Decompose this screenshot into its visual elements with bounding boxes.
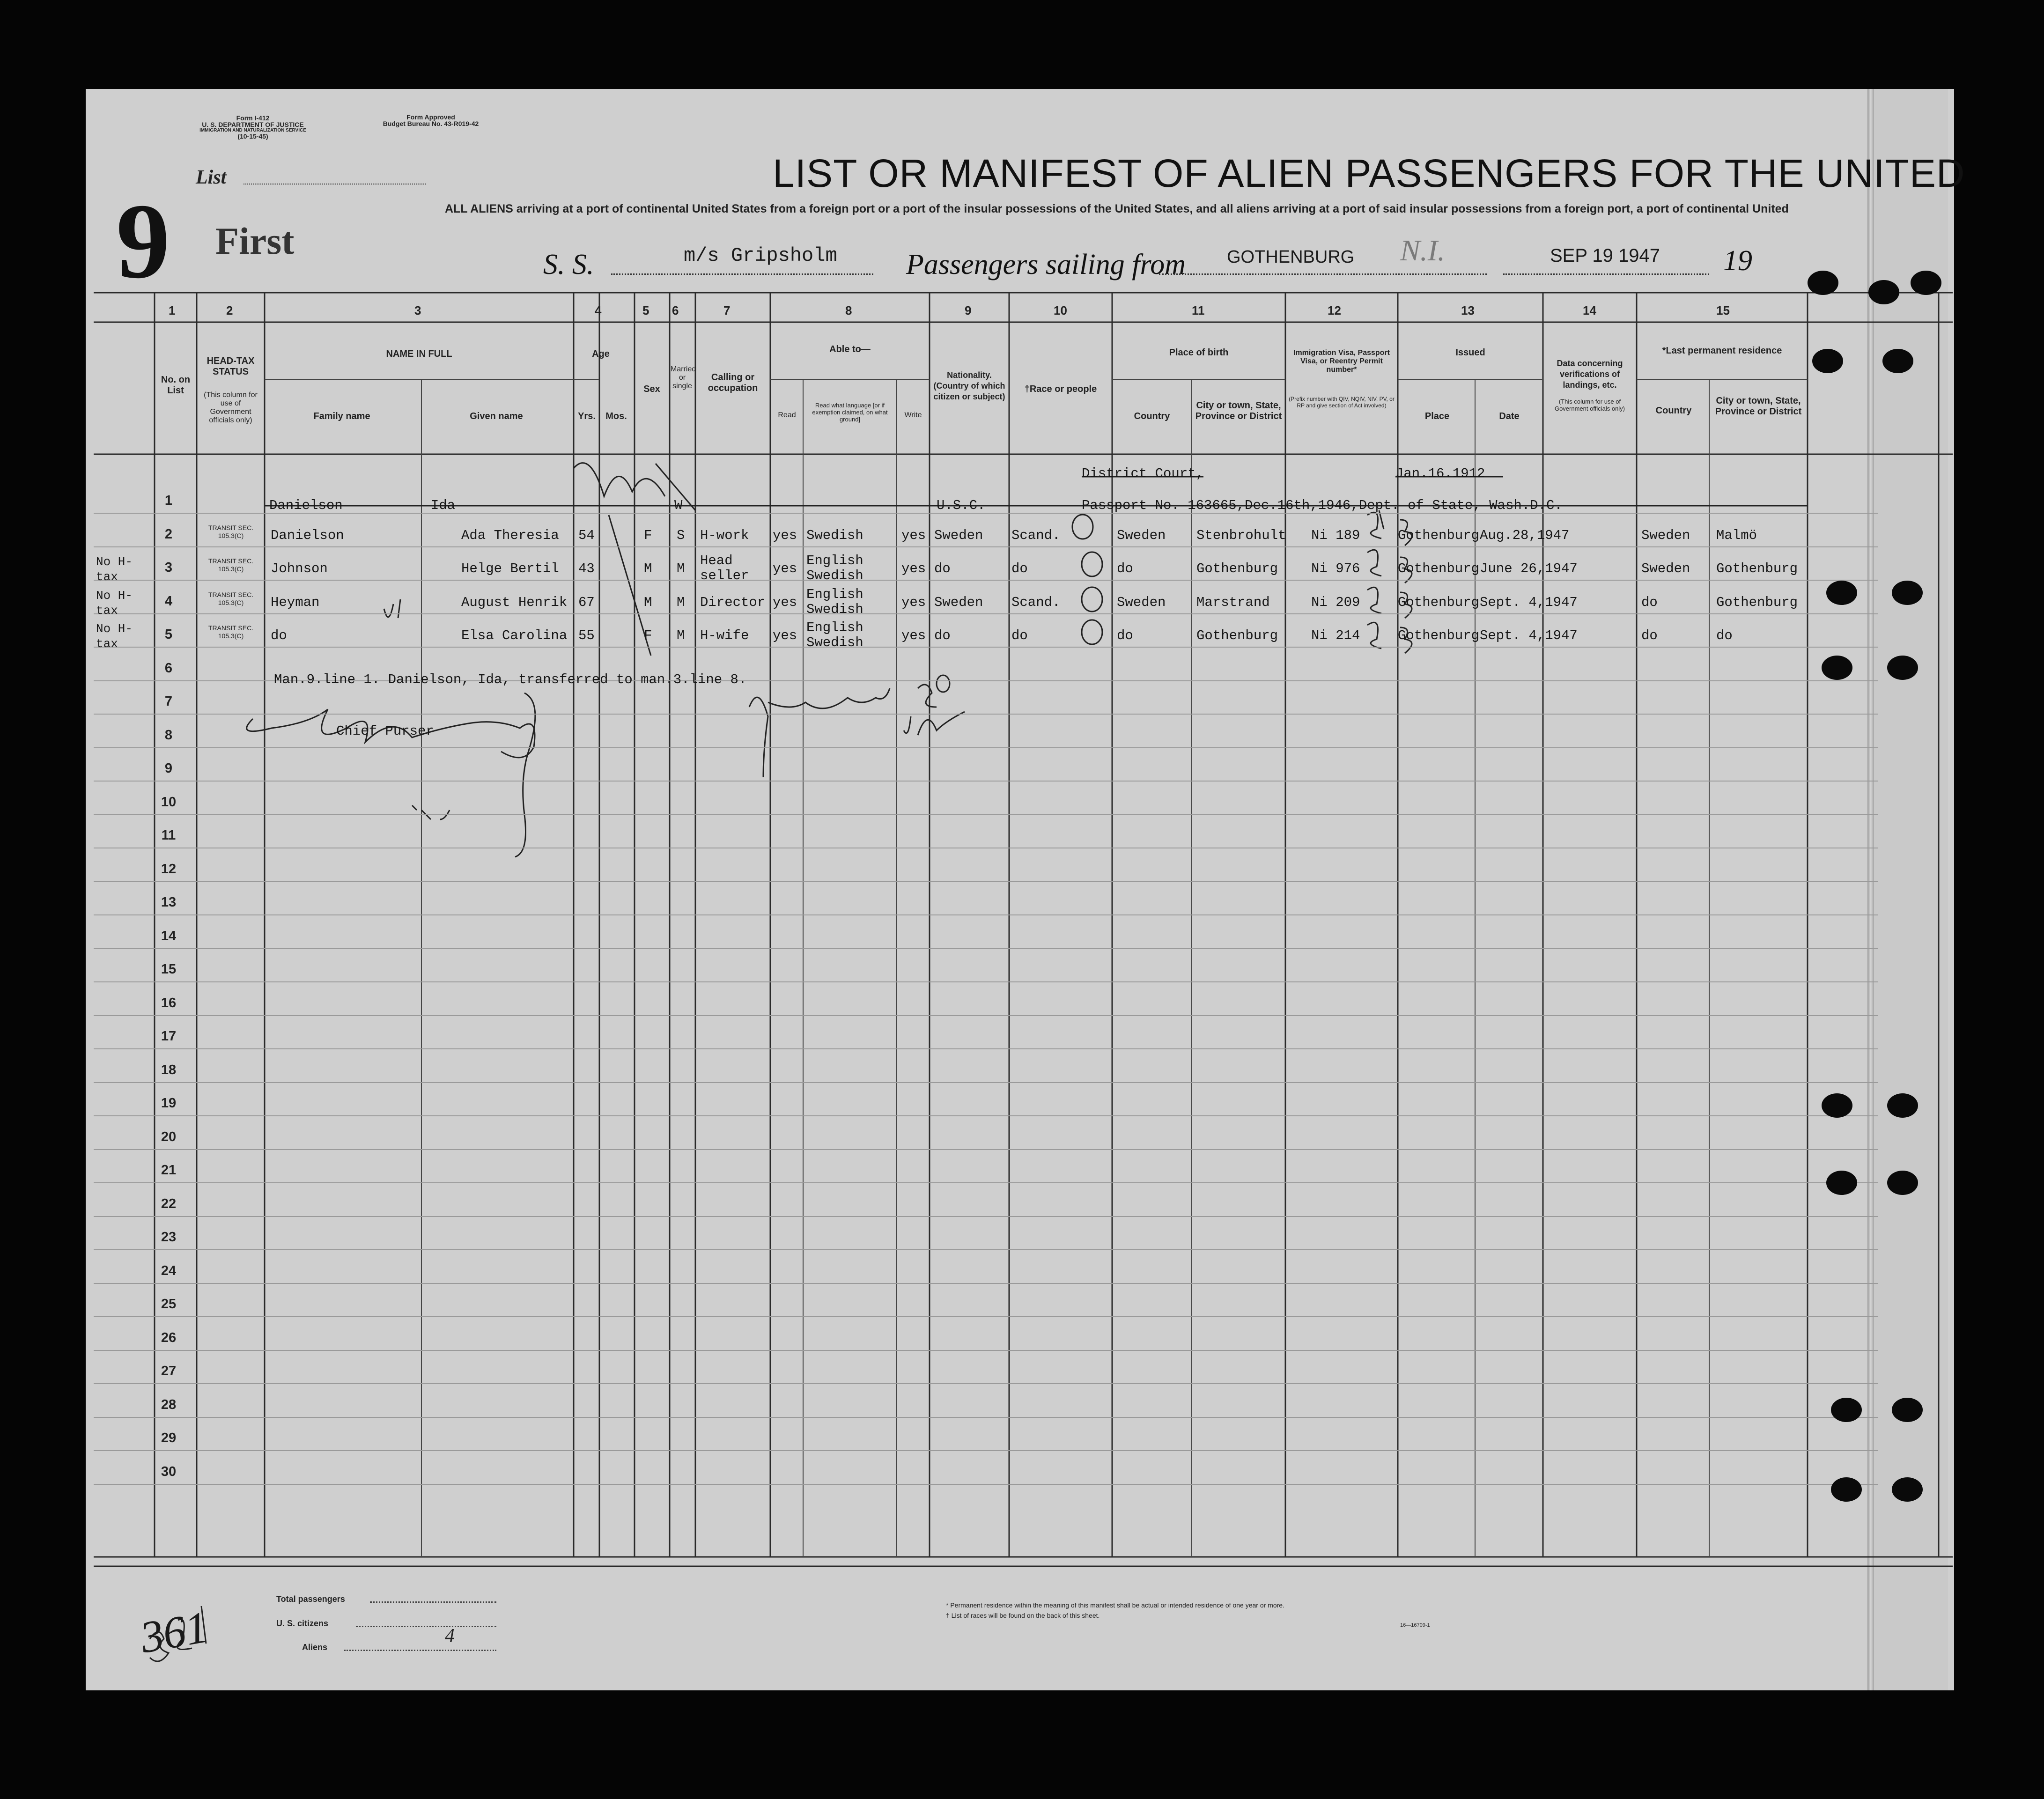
row-number: 2 [164, 526, 173, 542]
passenger-language: Swedish [806, 527, 863, 543]
row-number: 13 [161, 895, 177, 910]
passenger-res-city: Gothenburg [1716, 561, 1798, 576]
row-line [94, 513, 1878, 514]
struck-marital: W [674, 498, 683, 513]
passenger-sex: F [644, 628, 652, 643]
col-header-marital: Married or single [671, 365, 696, 390]
passenger-res-country: Sweden [1641, 561, 1690, 576]
passenger-marital: M [677, 628, 685, 643]
passenger-birth-country: Sweden [1117, 527, 1166, 543]
passenger-given: Helge Bertil [461, 561, 559, 576]
passenger-visa: Ni 214 [1311, 628, 1360, 643]
col-num-8: 8 [845, 303, 852, 317]
row-number: 12 [161, 861, 177, 877]
passenger-family: Johnson [271, 561, 328, 576]
row-line [94, 1115, 1878, 1116]
transit-stamp: TRANSIT SEC. 105.3(C) [208, 557, 254, 573]
row-number: 6 [164, 660, 173, 676]
passenger-issued-place: Gothenburg [1398, 527, 1480, 543]
row-number: 3 [164, 560, 173, 575]
passenger-birth-city: Gothenburg [1196, 561, 1278, 576]
passenger-occupation: Director [700, 594, 766, 610]
row-number: 28 [161, 1397, 177, 1412]
passenger-visa: Ni 976 [1311, 561, 1360, 576]
passenger-nationality: do [934, 628, 951, 643]
row-line [94, 580, 1878, 581]
date-stamp: SEP 19 1947 [1550, 245, 1660, 266]
row-line [94, 1015, 1878, 1016]
passenger-given: Ada Theresia [461, 527, 559, 543]
passenger-given: Elsa Carolina [461, 628, 568, 643]
passenger-marital: M [677, 594, 685, 610]
col-header-visa-note: (Prefix number with QIV, NQIV, NIV, PV, or RP and give section of Act involved) [1289, 396, 1395, 409]
row-line [94, 647, 1878, 648]
transit-stamp: TRANSIT SEC. 105.3(C) [208, 624, 254, 640]
row-number: 21 [161, 1163, 177, 1178]
row-line [94, 1283, 1878, 1284]
form-date-code: (10-15-45) [237, 133, 268, 140]
row-number: 24 [161, 1263, 177, 1278]
passenger-race: Scand. [1011, 527, 1061, 543]
budget-number: Budget Bureau No. 43-R019-42 [383, 120, 479, 127]
col-header-no: No. on List [161, 375, 191, 396]
col-num-15: 15 [1716, 303, 1730, 317]
row-line [94, 1417, 1878, 1418]
passenger-race: Scand. [1011, 594, 1061, 610]
passenger-res-country: Sweden [1641, 527, 1690, 543]
manifest-subtitle: ALL ALIENS arriving at a port of continental United States from a foreign port or a port of the insular possessions of the United States, and all aliens arriving at a port of said insular possessions from a foreign port, a port of continental United [445, 202, 1789, 215]
margin-number: 361 [136, 1601, 212, 1663]
head-tax-note: No H-tax [96, 588, 133, 618]
punch-hole [1892, 581, 1923, 605]
us-citizens-label: U. S. citizens [276, 1619, 329, 1628]
punch-hole [1892, 1398, 1923, 1422]
passenger-write: yes [901, 527, 926, 543]
struck-passport: Passport No. 163665,Dec.16th,1946,Dept. of State, Wash.D.C. [1082, 498, 1563, 513]
row-line [94, 1082, 1878, 1083]
row-number: 30 [161, 1464, 177, 1479]
passenger-age: 43 [578, 561, 595, 576]
us-citizens-field [356, 1626, 496, 1627]
row-line [94, 1182, 1878, 1183]
punch-hole [1822, 1093, 1852, 1118]
col-header-age-yrs: Yrs. [578, 411, 596, 421]
passenger-res-country: do [1641, 628, 1658, 643]
passenger-marital: M [677, 561, 685, 576]
row-line [94, 1249, 1878, 1250]
ship-name: m/s Gripsholm [684, 244, 837, 267]
row-number: 27 [161, 1364, 177, 1379]
passenger-birth-city: Gothenburg [1196, 628, 1278, 643]
col-header-sex: Sex [643, 384, 660, 394]
punch-hole [1822, 656, 1852, 680]
passenger-write: yes [901, 628, 926, 643]
us-citizens-value: 4 [445, 1625, 455, 1647]
col-header-age-mos: Mos. [605, 411, 627, 421]
row-line [94, 1450, 1878, 1451]
passenger-read: yes [773, 628, 797, 643]
col-num-14: 14 [1583, 303, 1596, 317]
col-header-issued-place: Place [1424, 411, 1450, 421]
row-number: 18 [161, 1062, 177, 1077]
col-num-3: 3 [414, 303, 421, 317]
row-number: 19 [161, 1096, 177, 1111]
col-num-4: 4 [595, 303, 602, 317]
row-line [94, 814, 1878, 815]
passenger-family: do [271, 628, 287, 643]
passenger-res-city: do [1716, 628, 1733, 643]
passenger-sex: F [644, 527, 652, 543]
passenger-sex: M [644, 594, 652, 610]
col-num-2: 2 [226, 303, 233, 317]
col-num-12: 12 [1328, 303, 1341, 317]
aliens-field [344, 1650, 496, 1651]
passenger-issued-date: Sept. 4,1947 [1480, 628, 1578, 643]
col-header-occupation: Calling or occupation [708, 372, 758, 393]
passenger-birth-city: Marstrand [1196, 594, 1270, 610]
col-header-family-name: Family name [313, 411, 370, 421]
passenger-sex: M [644, 561, 652, 576]
transfer-note: Man.9.line 1. Danielson, Ida, transferred to man.3.line 8. [274, 672, 747, 687]
col-header-race: †Race or people [1024, 384, 1097, 394]
row-number: 5 [164, 627, 173, 642]
row-number: 22 [161, 1196, 177, 1211]
footnote-races: † List of races will be found on the back of this sheet. [946, 1612, 1100, 1619]
ss-label: S. S. [543, 249, 594, 280]
row-number: 15 [161, 962, 177, 977]
passenger-res-city: Gothenburg [1716, 594, 1798, 610]
col-header-head-tax: HEAD-TAX STATUS [207, 356, 255, 377]
row-number: 29 [161, 1430, 177, 1445]
department-name: U. S. DEPARTMENT OF JUSTICE [202, 121, 304, 128]
struck-family: Danielson [269, 498, 343, 513]
passenger-read: yes [773, 561, 797, 576]
passenger-issued-place: Gothenburg [1398, 628, 1480, 643]
row-number: 14 [161, 928, 177, 944]
passenger-age: 54 [578, 527, 595, 543]
col-header-given-name: Given name [470, 411, 523, 421]
passenger-family: Heyman [271, 594, 320, 610]
row-number: 1 [164, 493, 173, 508]
col-header-place-birth: Place of birth [1169, 347, 1229, 358]
passenger-res-city: Malmö [1716, 527, 1757, 543]
row-line [94, 1316, 1878, 1317]
passenger-language: English Swedish [806, 620, 863, 650]
passenger-read: yes [773, 527, 797, 543]
row-line [94, 781, 1878, 782]
punch-hole [1826, 581, 1857, 605]
passenger-visa: Ni 189 [1311, 527, 1360, 543]
sailing-label: Passengers sailing from [906, 249, 1186, 280]
col-header-nationality: Nationality. (Country of which citizen or subject) [933, 370, 1005, 401]
row-number: 7 [164, 694, 173, 709]
row-number: 4 [164, 593, 173, 609]
passenger-res-country: do [1641, 594, 1658, 610]
passenger-issued-place: Gothenburg [1398, 594, 1480, 610]
punch-hole [1868, 280, 1899, 304]
total-passengers-label: Total passengers [276, 1594, 345, 1604]
passenger-occupation: H-wife [700, 628, 749, 643]
col-header-visa: Immigration Visa, Passport Visa, or Reentry Permit number* [1293, 349, 1390, 374]
passenger-write: yes [901, 594, 926, 610]
row-line [94, 714, 1878, 715]
row-number: 25 [161, 1297, 177, 1312]
row-number: 26 [161, 1330, 177, 1345]
col-header-birth-country: Country [1134, 411, 1170, 421]
passenger-issued-date: Aug.28,1947 [1480, 527, 1570, 543]
row-line [94, 613, 1878, 614]
punch-hole [1892, 1477, 1923, 1502]
punch-hole [1812, 349, 1843, 373]
punch-hole [1831, 1398, 1862, 1422]
passenger-read: yes [773, 594, 797, 610]
col-num-11: 11 [1192, 303, 1205, 317]
head-tax-note: No H-tax [96, 622, 133, 651]
row-number: 9 [164, 761, 173, 776]
col-num-13: 13 [1461, 303, 1475, 317]
col-header-name: NAME IN FULL [386, 349, 452, 359]
passenger-issued-date: Sept. 4,1947 [1480, 594, 1578, 610]
passenger-visa: Ni 209 [1311, 594, 1360, 610]
row-line [94, 981, 1878, 982]
passenger-issued-place: Gothenburg [1398, 561, 1480, 576]
port-annotation: N.I. [1400, 234, 1445, 267]
transit-stamp: TRANSIT SEC. 105.3(C) [208, 523, 254, 539]
passenger-occupation: H-work [700, 527, 749, 543]
col-header-verification: Data concerning verifications of landings, etc. [1557, 359, 1623, 390]
passenger-age: 55 [578, 628, 595, 643]
row-number: 17 [161, 1029, 177, 1044]
row-line [94, 1149, 1878, 1150]
footer-code: 16—16709-1 [1400, 1622, 1430, 1628]
footnote-residence: * Permanent residence within the meaning of this manifest shall be actual or intended residence of one year or more. [946, 1601, 1284, 1609]
col-header-write: Write [904, 411, 922, 419]
passenger-issued-date: June 26,1947 [1480, 561, 1578, 576]
manifest-title: LIST OR MANIFEST OF ALIEN PASSENGERS FOR THE UNITED [773, 151, 1965, 195]
passenger-race: do [1011, 561, 1028, 576]
col-num-1: 1 [169, 303, 176, 317]
row-line [94, 1383, 1878, 1384]
manifest-number: 9 [116, 181, 170, 301]
row-number: 16 [161, 995, 177, 1010]
punch-hole [1882, 349, 1913, 373]
col-header-issued-date: Date [1499, 411, 1520, 421]
approval-label: Form Approved [406, 113, 455, 121]
punch-hole [1826, 1171, 1857, 1195]
passenger-birth-country: do [1117, 628, 1133, 643]
struck-nationality: U.S.C. [937, 498, 986, 513]
row-line [94, 747, 1878, 748]
col-header-last-residence: *Last permanent residence [1662, 346, 1782, 356]
aliens-label: Aliens [302, 1643, 328, 1652]
punch-hole [1911, 271, 1941, 295]
head-tax-note: No H-tax [96, 555, 133, 584]
transit-stamp: TRANSIT SEC. 105.3(C) [208, 590, 254, 606]
row-line [94, 1048, 1878, 1049]
passenger-nationality: Sweden [934, 527, 983, 543]
col-num-9: 9 [965, 303, 972, 317]
passenger-occupation: Head seller [700, 553, 749, 583]
row-line [94, 881, 1878, 882]
punch-hole [1887, 1171, 1918, 1195]
passenger-age: 67 [578, 594, 595, 610]
col-header-age: Age [592, 349, 610, 359]
col-num-7: 7 [723, 303, 731, 317]
punch-hole [1831, 1477, 1862, 1502]
punch-hole [1808, 271, 1838, 295]
passenger-race: do [1011, 628, 1028, 643]
passenger-given: August Henrik [461, 594, 568, 610]
col-header-able-to: Able to— [829, 344, 871, 354]
purser-title: Chief Purser [336, 723, 434, 739]
punch-hole [1887, 1093, 1918, 1118]
row-line [94, 1484, 1878, 1485]
punch-hole [1887, 656, 1918, 680]
passenger-family: Danielson [271, 527, 344, 543]
passenger-write: yes [901, 561, 926, 576]
passenger-birth-country: Sweden [1117, 594, 1166, 610]
row-number: 20 [161, 1129, 177, 1144]
col-header-verification-note: (This column for use of Government officials only) [1554, 398, 1625, 412]
struck-court-date: Jan.16.1912 [1395, 466, 1485, 481]
struck-given: Ida [431, 498, 456, 513]
passenger-nationality: do [934, 561, 951, 576]
col-num-5: 5 [642, 303, 649, 317]
struck-court: District Court, [1082, 466, 1204, 481]
passenger-language: English Swedish [806, 553, 863, 583]
row-number: 11 [161, 828, 176, 843]
passenger-birth-city: Stenbrohult [1196, 527, 1286, 543]
row-line [94, 1350, 1878, 1351]
passenger-birth-country: do [1117, 561, 1133, 576]
row-line [94, 546, 1878, 547]
col-num-10: 10 [1054, 303, 1067, 317]
row-number: 8 [164, 727, 173, 743]
passenger-marital: S [677, 527, 685, 543]
col-header-res-city: City or town, State, Province or District [1715, 396, 1802, 417]
year-label: 19 [1723, 245, 1752, 277]
service-name: IMMIGRATION AND NATURALIZATION SERVICE [199, 128, 306, 133]
departure-port: GOTHENBURG [1227, 247, 1355, 267]
row-line [94, 914, 1878, 915]
col-header-issued: Issued [1455, 347, 1485, 358]
row-line [94, 1216, 1878, 1217]
row-number: 10 [161, 794, 177, 810]
col-header-head-tax-note: (This column for use of Government officials only) [204, 391, 258, 424]
row-line [94, 948, 1878, 949]
col-header-birth-city: City or town, State, Province or District [1195, 400, 1282, 421]
passenger-nationality: Sweden [934, 594, 983, 610]
col-header-read: Read [778, 411, 796, 419]
list-label: List [196, 167, 227, 188]
row-number: 23 [161, 1230, 177, 1245]
passenger-language: English Swedish [806, 586, 863, 617]
form-number: Form I-412 [236, 114, 270, 122]
col-header-res-country: Country [1655, 406, 1692, 416]
col-num-6: 6 [672, 303, 679, 317]
col-header-read-language: Read what language [or if exemption claimed, on what ground] [812, 402, 888, 423]
total-passengers-field [370, 1601, 496, 1603]
class-label: First [215, 220, 295, 262]
